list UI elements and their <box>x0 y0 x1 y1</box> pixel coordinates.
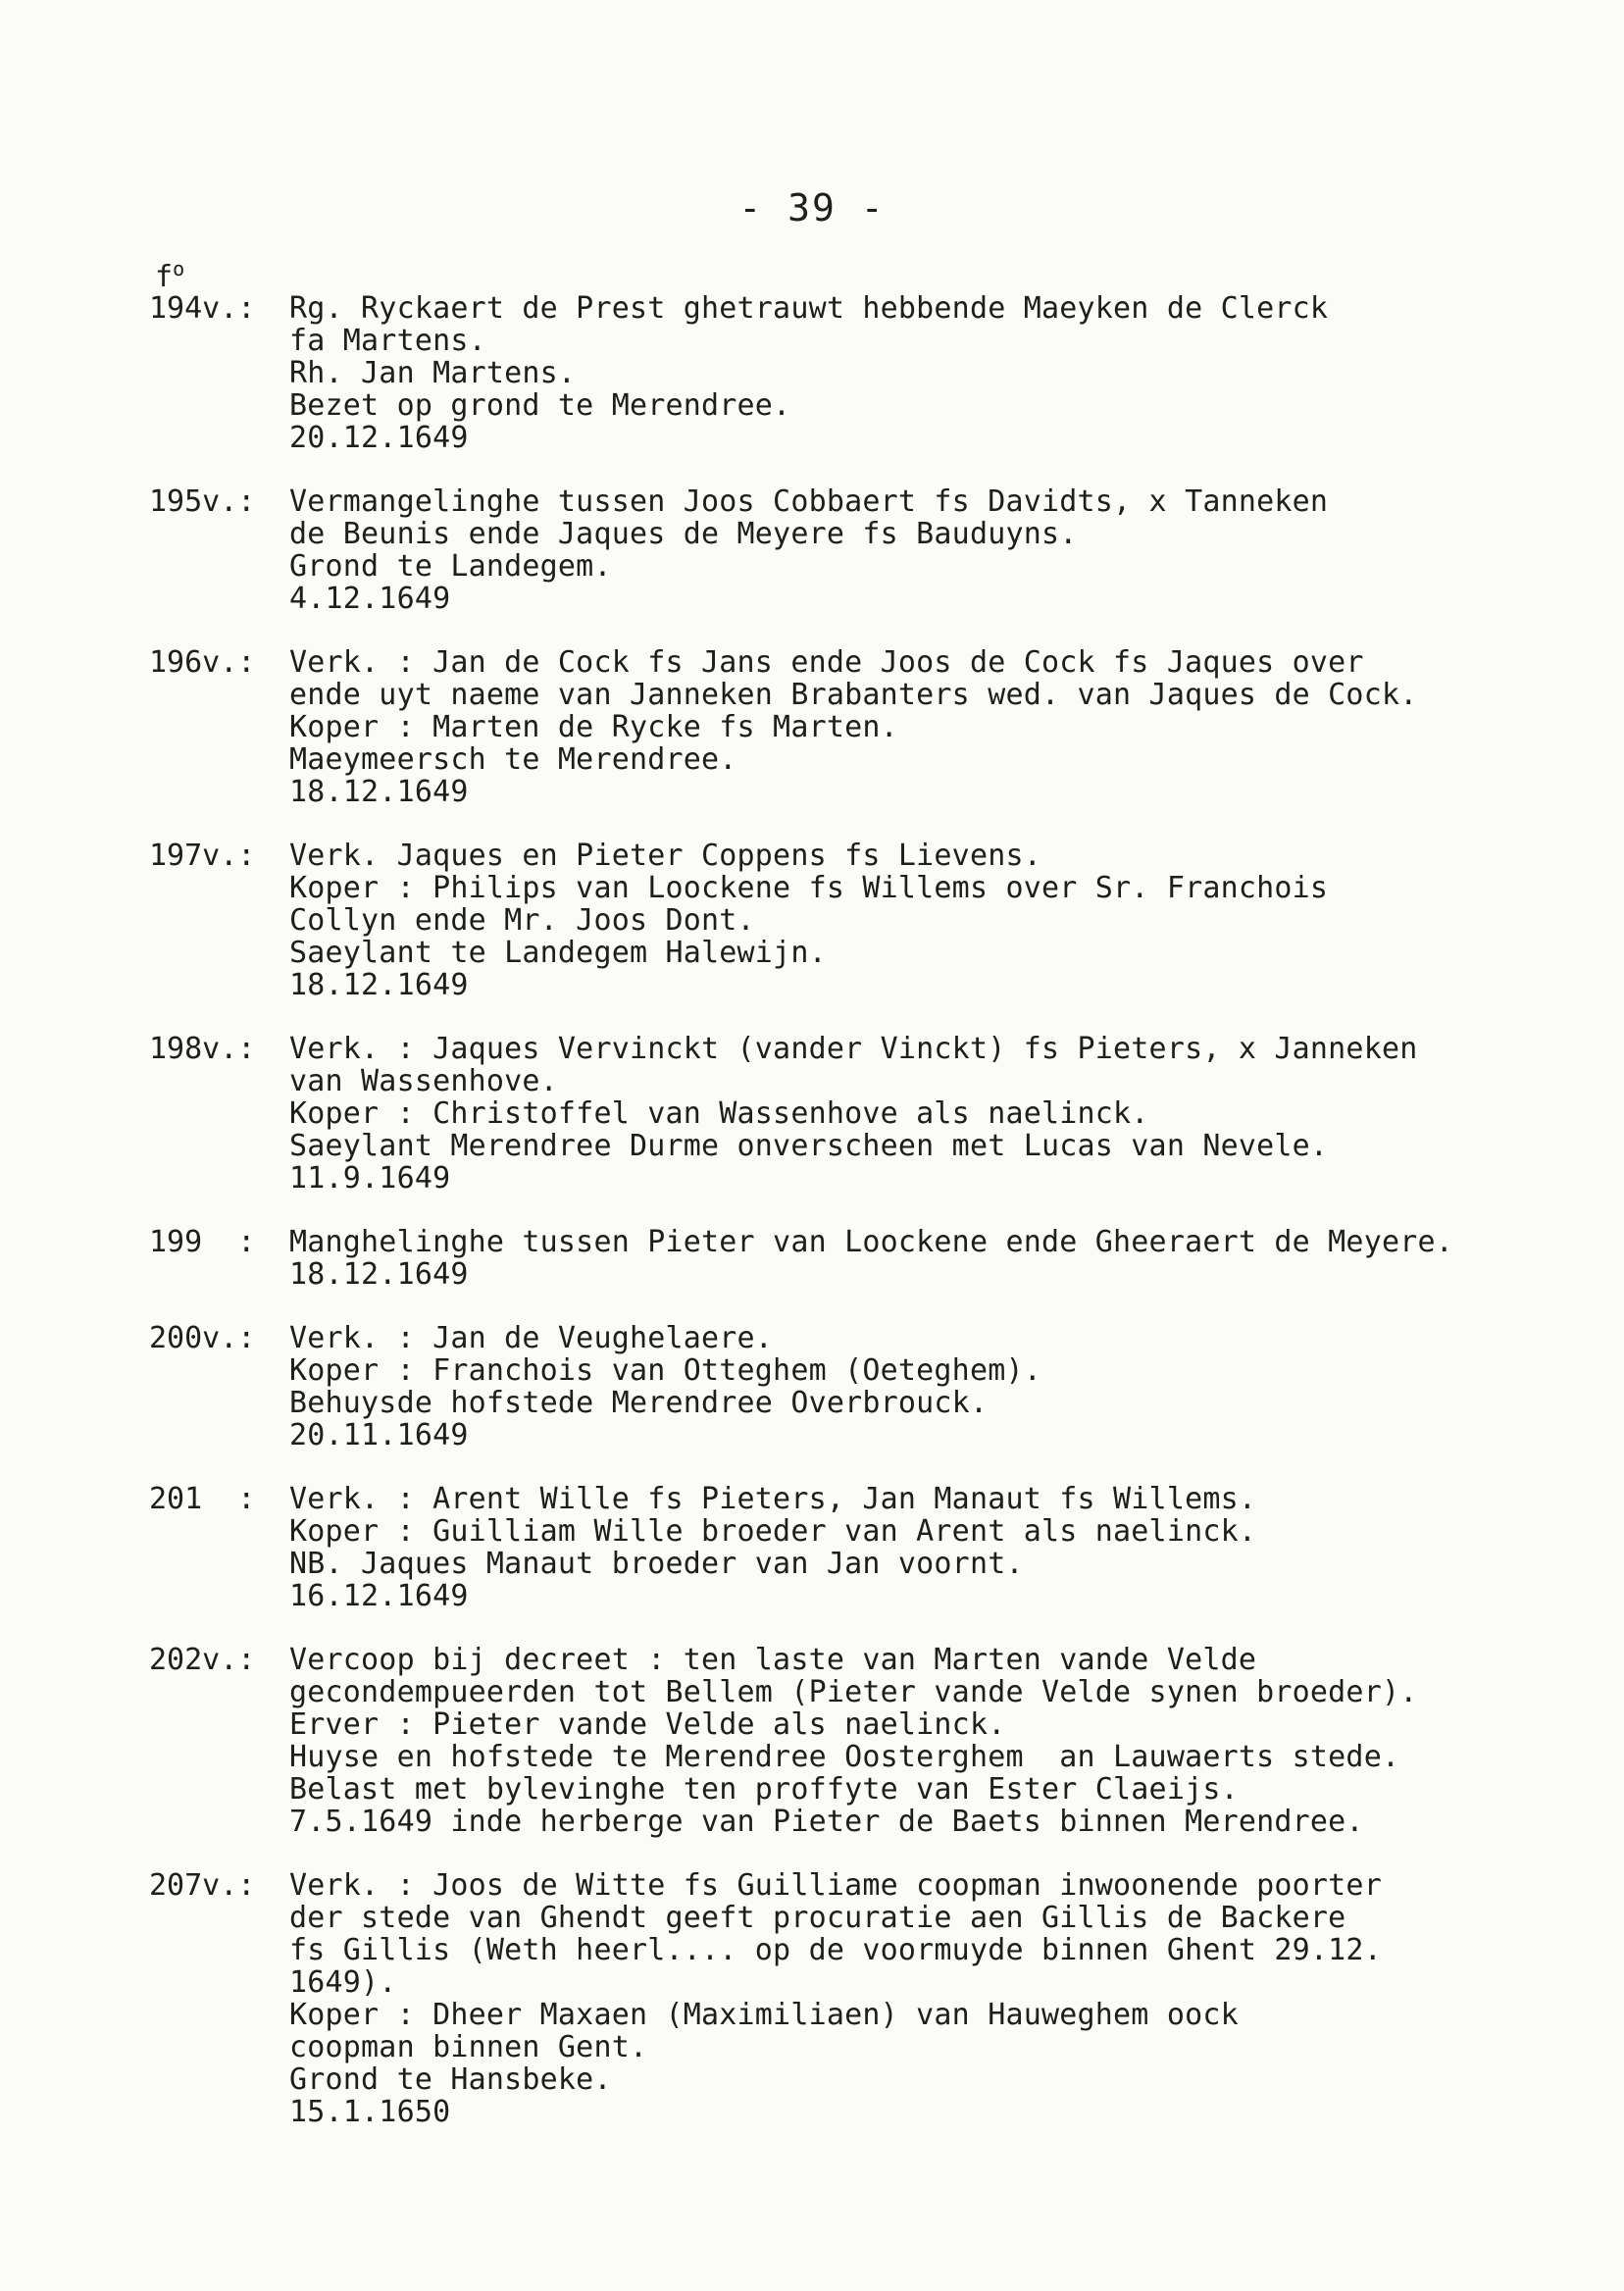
entry-text <box>289 646 1571 808</box>
entry-line: Vermangelinghe tussen Joos Cobbaert fs Davidts, x Tanneken <box>289 484 1329 519</box>
entry-line: 1649). <box>289 1965 397 2000</box>
entry-text <box>289 1033 1571 1195</box>
entry <box>149 646 1571 808</box>
entry-line: Verk. Jaques en Pieter Coppens fs Lievens. <box>289 839 1041 873</box>
entry <box>149 292 1571 454</box>
entry-line: gecondempueerden tot Bellem (Pieter vande Velde synen broeder). <box>289 1675 1418 1709</box>
entry-line: Verk. : Joos de Witte fs Guilliame coopman inwoonende poorter <box>289 1868 1382 1903</box>
entry-folio: 200v.: <box>149 1321 256 1355</box>
entry-text <box>289 1483 1571 1612</box>
entry-line: 20.11.1649 <box>289 1418 469 1452</box>
folio-mark-letter: f <box>155 260 174 294</box>
folio-mark <box>155 257 184 294</box>
entry-line: 20.12.1649 <box>289 421 469 455</box>
entry-line: Koper : Dheer Maxaen (Maximiliaen) van Hauweghem oock <box>289 1998 1239 2032</box>
entry-line: Grond te Landegem. <box>289 549 612 584</box>
entry-line: Verk. : Arent Wille fs Pieters, Jan Manaut fs Willems. <box>289 1482 1257 1516</box>
entry-text <box>289 292 1571 454</box>
entry <box>149 1483 1571 1612</box>
entry-line: coopman binnen Gent. <box>289 2030 648 2064</box>
entry-line: Behuysde hofstede Merendree Overbrouck. <box>289 1386 989 1420</box>
entry-folio: 197v.: <box>149 839 256 873</box>
entry-line: Grond te Hansbeke. <box>289 2062 612 2097</box>
entry-folio: 198v.: <box>149 1032 256 1066</box>
entry-line: 11.9.1649 <box>289 1161 451 1196</box>
entry-line: fs Gillis (Weth heerl.... op de voormuyde binnen Ghent 29.12. <box>289 1933 1382 1967</box>
entry <box>149 1644 1571 1838</box>
entry-line: NB. Jaques Manaut broeder van Jan voornt. <box>289 1547 1024 1581</box>
entry-line: Collyn ende Mr. Joos Dont. <box>289 903 755 938</box>
entry-line: fa Martens. <box>289 324 486 358</box>
entry <box>149 485 1571 615</box>
entry <box>149 840 1571 1001</box>
entry-line: Maeymeersch te Merendree. <box>289 742 737 777</box>
entry-line: Huyse en hofstede te Merendree Oosterghem an Lauwaerts stede. <box>289 1740 1400 1774</box>
entry-text <box>289 1226 1571 1291</box>
entry-line: van Wassenhove. <box>289 1064 558 1098</box>
entry-line: Belast met bylevinghe ten proffyte van Ester Claeijs. <box>289 1772 1239 1807</box>
entry-line: Koper : Franchois van Otteghem (Oeteghem). <box>289 1353 1041 1388</box>
entry-line: Saeylant Merendree Durme onverscheen met Lucas van Nevele. <box>289 1129 1329 1163</box>
page-number: - 39 - <box>738 186 886 229</box>
entry-line: 18.12.1649 <box>289 775 469 809</box>
entry-line: de Beunis ende Jaques de Meyere fs Bauduyns. <box>289 517 1078 551</box>
entry-line: 7.5.1649 inde herberge van Pieter de Baets binnen Merendree. <box>289 1805 1364 1839</box>
entry-line: 18.12.1649 <box>289 1257 469 1292</box>
entry-folio: 207v.: <box>149 1868 256 1903</box>
entry-line: Vercoop bij decreet : ten laste van Marten vande Velde <box>289 1643 1257 1677</box>
entry-text <box>289 1644 1571 1838</box>
entry-line: Manghelinghe tussen Pieter van Loockene ende Gheeraert de Meyere. <box>289 1225 1453 1259</box>
entry-line: der stede van Ghendt geeft procuratie aen Gillis de Backere <box>289 1901 1346 1935</box>
entry-line: 18.12.1649 <box>289 968 469 1002</box>
entry-line: Rh. Jan Martens. <box>289 356 577 390</box>
entry-line: 15.1.1650 <box>289 2095 451 2129</box>
entry-line: Rg. Ryckaert de Prest ghetrauwt hebbende Maeyken de Clerck <box>289 291 1329 326</box>
entry-line: Saeylant te Landegem Halewijn. <box>289 936 827 970</box>
entry-folio: 201 : <box>149 1482 256 1516</box>
entry-line: Koper : Guilliam Wille broeder van Arent als naelinck. <box>289 1514 1257 1549</box>
entry-line: Verk. : Jaques Vervinckt (vander Vinckt) fs Pieters, x Janneken <box>289 1032 1418 1066</box>
entry-line: Verk. : Jan de Cock fs Jans ende Joos de Cock fs Jaques over <box>289 645 1364 680</box>
entry <box>149 1226 1571 1291</box>
entry-folio: 196v.: <box>149 645 256 680</box>
entry-line: Koper : Marten de Rycke fs Marten. <box>289 710 898 744</box>
entry-line: Koper : Christoffel van Wassenhove als naelinck. <box>289 1096 1149 1131</box>
entry <box>149 1869 1571 2128</box>
entry-line: Verk. : Jan de Veughelaere. <box>289 1321 774 1355</box>
entries-list <box>149 292 1571 2160</box>
entry-text <box>289 485 1571 615</box>
entry-line: Koper : Philips van Loockene fs Willems over Sr. Franchois <box>289 871 1329 905</box>
entry-line: Erver : Pieter vande Velde als naelinck. <box>289 1707 1006 1742</box>
entry-text <box>289 1322 1571 1451</box>
entry-folio: 202v.: <box>149 1643 256 1677</box>
entry-text <box>289 840 1571 1001</box>
entry-line: 16.12.1649 <box>289 1579 469 1613</box>
entry-line: 4.12.1649 <box>289 582 451 616</box>
entry <box>149 1033 1571 1195</box>
folio-mark-superscript: o <box>173 257 185 280</box>
entry <box>149 1322 1571 1451</box>
entry-line: Bezet op grond te Merendree. <box>289 388 791 423</box>
entry-text <box>289 1869 1571 2128</box>
entry-folio: 194v.: <box>149 291 256 326</box>
entry-line: ende uyt naeme van Janneken Brabanters wed. van Jaques de Cock. <box>289 678 1418 712</box>
entry-folio: 195v.: <box>149 484 256 519</box>
entry-folio: 199 : <box>149 1225 256 1259</box>
